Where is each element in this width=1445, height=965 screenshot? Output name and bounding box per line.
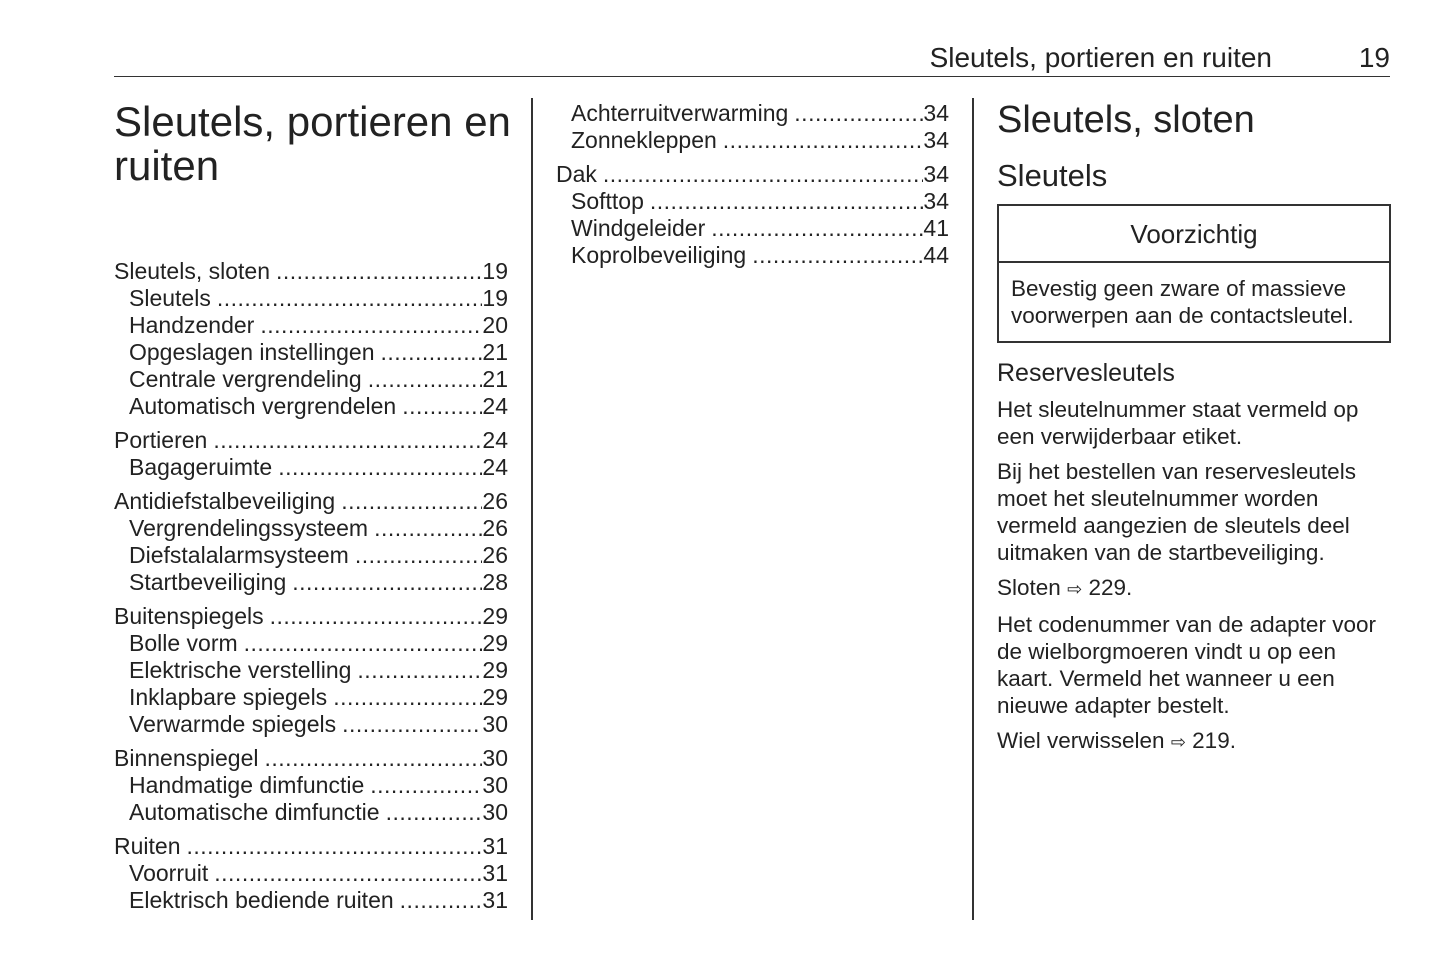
- toc-entry-label: Bagageruimte: [129, 454, 273, 480]
- dot-leader: [597, 161, 924, 188]
- dot-leader: [208, 860, 482, 887]
- dot-leader: [705, 215, 923, 242]
- toc-entry-page: 34: [923, 161, 949, 187]
- dot-leader: [375, 339, 483, 366]
- dot-leader: [349, 542, 483, 569]
- toc-entry-page: 24: [482, 454, 508, 480]
- toc-entry-label: Centrale vergrendeling: [129, 366, 362, 392]
- toc-entry-label: Elektrische verstelling: [129, 657, 352, 683]
- toc-entry[interactable]: [114, 258, 508, 285]
- toc-entry-page: 44: [923, 242, 949, 268]
- subsection-heading: Sleutels: [997, 158, 1108, 193]
- toc-entry-label: Vergrendelingssysteem: [129, 515, 369, 541]
- toc-entry-label: Koprolbeveiliging: [571, 242, 747, 268]
- toc-entry-page: 34: [923, 188, 949, 214]
- toc-entry-page: 30: [482, 799, 508, 825]
- reference-text: Sloten: [997, 575, 1061, 600]
- toc-entry-page: 26: [482, 515, 508, 541]
- dot-leader: [362, 366, 483, 393]
- toc-entry-label: Binnenspiegel: [114, 745, 259, 771]
- toc-entry[interactable]: [556, 215, 949, 242]
- dot-leader: [270, 258, 482, 285]
- toc-entry-label: Dak: [556, 161, 597, 187]
- toc-entry[interactable]: [114, 860, 508, 887]
- reference-page: 219.: [1192, 728, 1236, 753]
- toc-entry-label: Bolle vorm: [129, 630, 238, 656]
- toc-entry-page: 24: [482, 427, 508, 453]
- dot-leader: [259, 745, 483, 772]
- toc-entry-label: Automatisch vergrendelen: [129, 393, 397, 419]
- toc-entry-label: Handzender: [129, 312, 255, 338]
- toc-entry[interactable]: [114, 887, 508, 914]
- toc-entry-label: Zonnekleppen: [571, 127, 717, 153]
- dot-leader: [211, 285, 483, 312]
- toc-entry-label: Sleutels, sloten: [114, 258, 270, 284]
- toc-entry[interactable]: [114, 603, 508, 630]
- toc-entry[interactable]: [114, 454, 508, 481]
- toc-entry[interactable]: [114, 630, 508, 657]
- toc-entry[interactable]: [114, 711, 508, 738]
- toc-entry-page: 19: [482, 258, 508, 284]
- toc-entry-label: Handmatige dimfunctie: [129, 772, 365, 798]
- toc-entry-page: 34: [923, 127, 949, 153]
- toc-entry-page: 24: [482, 393, 508, 419]
- toc-entry[interactable]: [114, 427, 508, 454]
- reservesleutels-heading: Reservesleutels: [997, 359, 1175, 387]
- toc-entry-label: Verwarmde spiegels: [129, 711, 337, 737]
- toc-entry[interactable]: [114, 569, 508, 596]
- toc-entry-page: 29: [482, 603, 508, 629]
- toc-entry[interactable]: [114, 772, 508, 799]
- toc-entry[interactable]: [114, 488, 508, 515]
- toc-entry-label: Portieren: [114, 427, 208, 453]
- toc-entry-page: 21: [482, 339, 508, 365]
- toc-entry[interactable]: [114, 339, 508, 366]
- toc-entry[interactable]: [114, 684, 508, 711]
- toc-entry[interactable]: [556, 127, 949, 154]
- dot-leader: [254, 312, 482, 339]
- dot-leader: [788, 100, 923, 127]
- reference-page: 229.: [1088, 575, 1133, 600]
- toc-entry-label: Diefstalalarmsysteem: [129, 542, 349, 568]
- dot-leader: [396, 393, 482, 420]
- toc-entry-page: 34: [923, 100, 949, 126]
- toc-entry-page: 41: [923, 215, 949, 241]
- paragraph: Het sleutelnummer staat vermeld op een verwijderbaar etiket.: [997, 397, 1359, 449]
- toc-entry-label: Opgeslagen instellingen: [129, 339, 375, 365]
- cross-reference[interactable]: [997, 727, 1391, 756]
- toc-entry-label: Buitenspiegels: [114, 603, 264, 629]
- toc-entry-label: Sleutels: [129, 285, 211, 311]
- toc-entry[interactable]: [114, 285, 508, 312]
- toc-entry[interactable]: [114, 515, 508, 542]
- toc-entry[interactable]: [114, 657, 508, 684]
- toc-entry[interactable]: [114, 393, 508, 420]
- toc-entry-label: Achterruitverwarming: [571, 100, 789, 126]
- toc-entry-page: 20: [482, 312, 508, 338]
- toc-entry-label: Antidiefstalbeveiliging: [114, 488, 336, 514]
- toc-entry-page: 30: [482, 772, 508, 798]
- toc-entry[interactable]: [114, 312, 508, 339]
- dot-leader: [644, 188, 924, 215]
- cross-reference[interactable]: [997, 574, 1391, 603]
- dot-leader: [272, 454, 482, 481]
- toc-entry-page: 28: [482, 569, 508, 595]
- dot-leader: [238, 630, 483, 657]
- dot-leader: [364, 772, 482, 799]
- toc-entry[interactable]: [114, 833, 508, 860]
- toc-entry-page: 30: [482, 711, 508, 737]
- arrow-right-icon: ⇨: [1067, 579, 1083, 599]
- dot-leader: [286, 569, 482, 596]
- toc-entry-label: Inklapbare spiegels: [129, 684, 328, 710]
- toc-entry-label: Automatische dimfunctie: [129, 799, 380, 825]
- toc-entry-page: 31: [482, 887, 508, 913]
- toc-entry-label: Softtop: [571, 188, 644, 214]
- toc-entry[interactable]: [556, 242, 949, 269]
- arrow-right-icon: ⇨: [1170, 732, 1186, 752]
- toc-entry-page: 29: [482, 657, 508, 683]
- dot-leader: [368, 515, 482, 542]
- toc-entry-page: 29: [482, 684, 508, 710]
- dot-leader: [336, 711, 482, 738]
- caution-text: Bevestig geen zware of massieve voorwerpen aan de contactsleutel.: [1011, 276, 1354, 328]
- paragraph: Bij het bestellen van reservesleutels moet het sleutelnummer worden vermeld aangezien de sleutels deel uitmaken van de startbeveiliging.: [997, 459, 1356, 565]
- toc-entry-page: 26: [482, 542, 508, 568]
- toc-entry-page: 19: [482, 285, 508, 311]
- toc-entry-page: 29: [482, 630, 508, 656]
- toc-entry-page: 26: [482, 488, 508, 514]
- caution-box: [997, 204, 1391, 343]
- dot-leader: [335, 488, 482, 515]
- paragraph: Het codenummer van de adapter voor de wielborgmoeren vindt u op een kaart. Vermeld het wanneer u een nieuwe adapter bestelt.: [997, 612, 1376, 718]
- toc-entry[interactable]: [114, 745, 508, 772]
- toc-entry[interactable]: [556, 188, 949, 215]
- table-of-contents-continued: [556, 100, 949, 269]
- dot-leader: [394, 887, 483, 914]
- page-number: 19: [1358, 42, 1390, 73]
- caution-title: Voorzichtig: [999, 206, 1389, 263]
- page-header: [114, 40, 1390, 77]
- dot-leader: [327, 684, 482, 711]
- toc-entry-label: Elektrisch bediende ruiten: [129, 887, 394, 913]
- toc-entry-page: 31: [482, 833, 508, 859]
- dot-leader: [351, 657, 482, 684]
- dot-leader: [264, 603, 483, 630]
- toc-entry[interactable]: [114, 799, 508, 826]
- toc-entry[interactable]: [114, 366, 508, 393]
- toc-entry-label: Voorruit: [129, 860, 209, 886]
- toc-entry-page: 21: [482, 366, 508, 392]
- column-divider: [531, 98, 533, 920]
- toc-entry-page: 30: [482, 745, 508, 771]
- header-section-title: Sleutels, portieren en ruiten: [929, 42, 1272, 73]
- toc-entry[interactable]: [556, 161, 949, 188]
- reference-text: Wiel verwisselen: [997, 728, 1165, 753]
- section-heading: Sleutels, sloten: [997, 99, 1255, 141]
- dot-leader: [717, 127, 924, 154]
- chapter-title: Sleutels, portieren en ruiten: [114, 98, 511, 189]
- dot-leader: [380, 799, 483, 826]
- column-divider: [972, 98, 974, 920]
- toc-entry-label: Windgeleider: [571, 215, 706, 241]
- toc-entry-label: Startbeveiliging: [129, 569, 287, 595]
- toc-entry[interactable]: [114, 542, 508, 569]
- toc-entry-label: Ruiten: [114, 833, 181, 859]
- dot-leader: [746, 242, 923, 269]
- section-content: [997, 100, 1391, 756]
- toc-entry[interactable]: [556, 100, 949, 127]
- dot-leader: [207, 427, 482, 454]
- dot-leader: [180, 833, 482, 860]
- table-of-contents: [114, 258, 508, 914]
- toc-entry-page: 31: [482, 860, 508, 886]
